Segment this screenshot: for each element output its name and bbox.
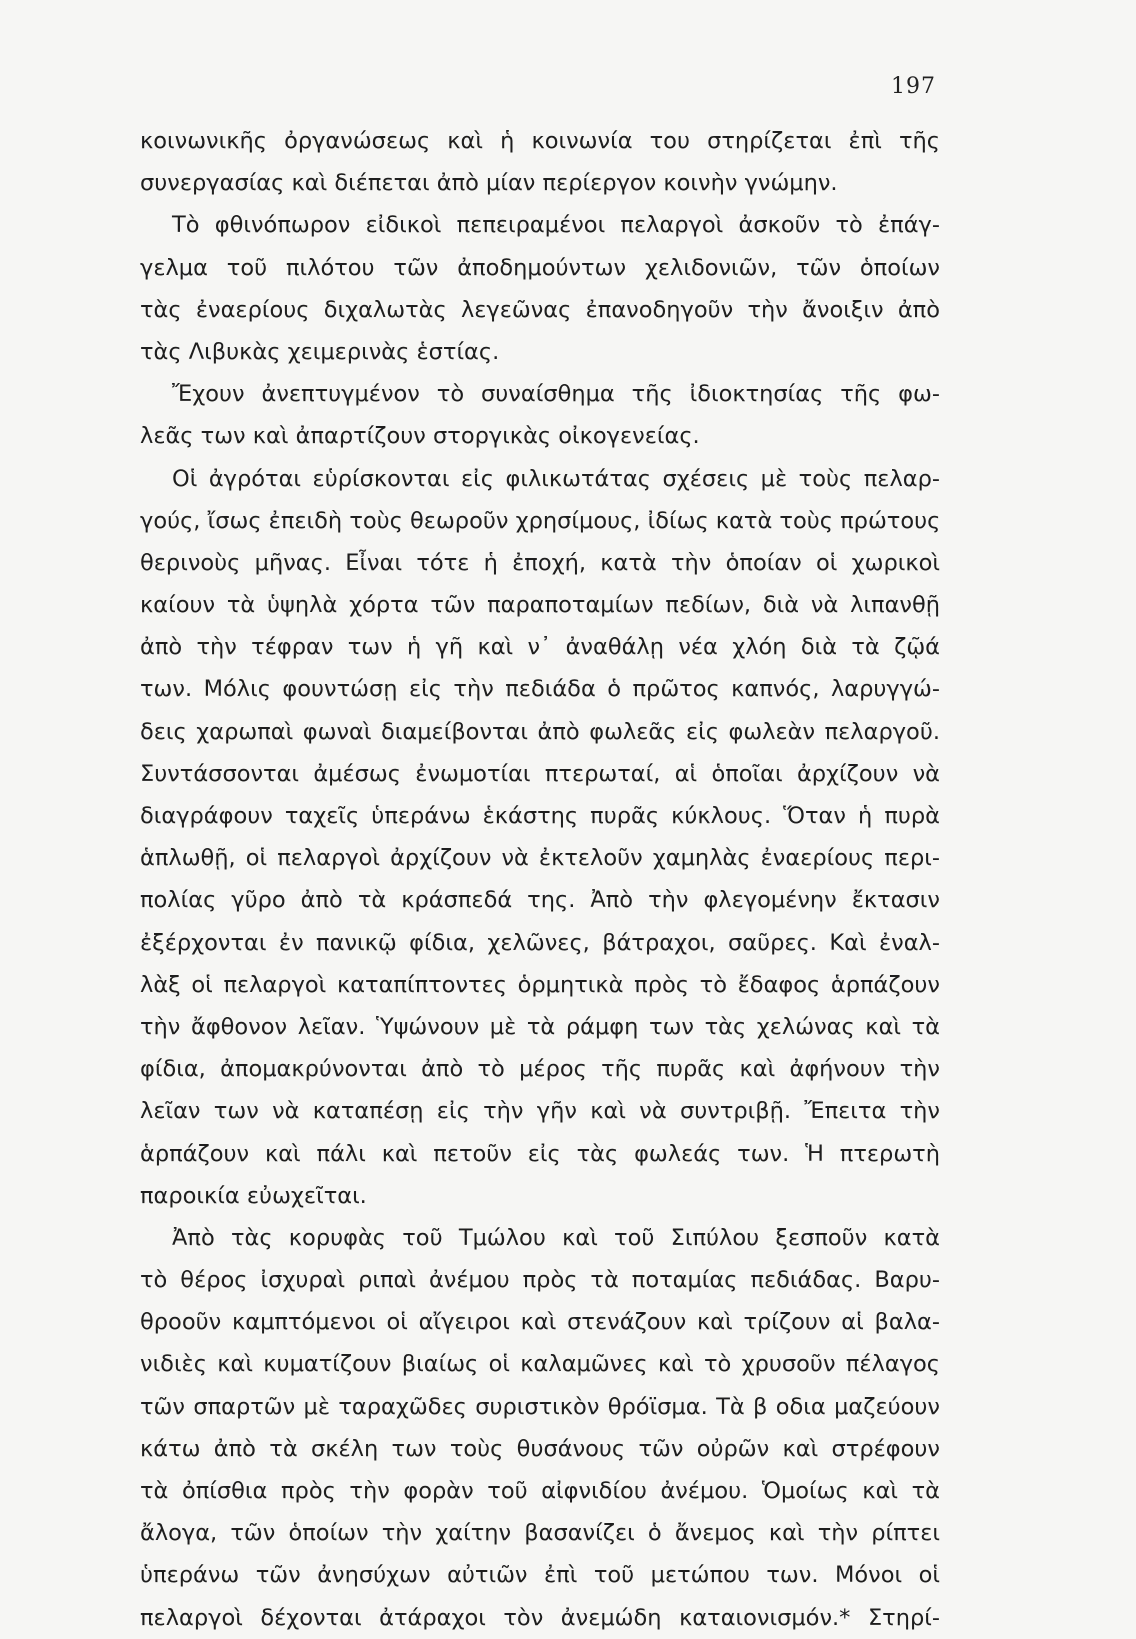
text-line: λεᾶς των καὶ ἀπαρτίζουν στοργικὰς οἰκογενείας.	[140, 423, 700, 450]
text-line: Τὸ φθινόπωρον εἰδικοὶ πεπειραμένοι πελαργοὶ ἀσκοῦν τὸ ἐπάγ-	[172, 212, 940, 239]
text-line: τὸ θέρος ἰσχυραὶ ριπαὶ ἀνέμου πρὸς τὰ ποταμίας πεδιάδας. Βαρυ-	[140, 1267, 940, 1294]
text-line: πολίας γῦρο ἀπὸ τὰ κράσπεδά της. Ἀπὸ τὴν φλεγομένην ἔκτασιν	[140, 887, 940, 914]
text-line: ἁπλωθῇ, οἱ πελαργοὶ ἀρχίζουν νὰ ἐκτελοῦν χαμηλὰς ἐναερίους περι-	[140, 845, 940, 872]
text-line: τὰ ὀπίσθια πρὸς τὴν φορὰν τοῦ αἰφνιδίου ἀνέμου. Ὁμοίως καὶ τὰ	[140, 1478, 940, 1504]
text-line: λεῖαν των νὰ καταπέσῃ εἰς τὴν γῆν καὶ νὰ συντριβῇ. Ἔπειτα τὴν	[140, 1098, 940, 1125]
text-line: ὑπεράνω τῶν ἀνησύχων αὐτιῶν ἐπὶ τοῦ μετώπου των. Μόνοι οἱ	[140, 1562, 940, 1589]
text-line: γούς, ἴσως ἐπειδὴ τοὺς θεωροῦν χρησίμους, ἰδίως κατὰ τοὺς πρώτους	[140, 507, 941, 534]
text-line: κάτω ἀπὸ τὰ σκέλη των τοὺς θυσάνους τῶν οὐρῶν καὶ στρέφουν	[140, 1435, 940, 1462]
text-line: συνεργασίας καὶ διέπεται ἀπὸ μίαν περίεργον κοινὴν γνώμην.	[140, 170, 838, 197]
text-line: τὴν ἄφθονον λεῖαν. Ὑψώνουν μὲ τὰ ράμφη των τὰς χελώνας καὶ τὰ	[140, 1013, 940, 1040]
text-line: λὰξ οἱ πελαργοὶ καταπίπτοντες ὁρμητικὰ πρὸς τὸ ἔδαφος ἁρπάζουν	[140, 971, 940, 998]
text-line: καίουν τὰ ὑψηλὰ χόρτα τῶν παραποταμίων πεδίων, διὰ νὰ λιπανθῇ	[140, 592, 940, 619]
text-line: γελμα τοῦ πιλότου τῶν ἀποδημούντων χελιδονιῶν, τῶν ὁποίων	[140, 254, 940, 281]
text-line: ἄλογα, τῶν ὁποίων τὴν χαίτην βασανίζει ὁ ἄνεμος καὶ τὴν ρίπτει	[140, 1520, 940, 1547]
text-line: Ἔχουν ἀνεπτυγμένον τὸ συναίσθημα τῆς ἰδιοκτησίας τῆς φω-	[172, 381, 940, 408]
text-line: διαγράφουν ταχεῖς ὑπεράνω ἑκάστης πυρᾶς κύκλους. Ὅταν ἡ πυρὰ	[140, 803, 940, 829]
body-text	[140, 120, 940, 1639]
text-line: θροοῦν καμπτόμενοι οἱ αἴγειροι καὶ στενάζουν καὶ τρίζουν αἱ βαλα-	[140, 1309, 940, 1336]
text-line: των. Μόλις φουντώσῃ εἰς τὴν πεδιάδα ὁ πρῶτος καπνός, λαρυγγώ-	[140, 676, 940, 703]
text-line: παροικία εὐωχεῖται.	[140, 1182, 367, 1209]
text-line: νιδιὲς καὶ κυματίζουν βιαίως οἱ καλαμῶνες καὶ τὸ χρυσοῦν πέλαγος	[140, 1351, 940, 1378]
text-line: φίδια, ἀπομακρύνονται ἀπὸ τὸ μέρος τῆς πυρᾶς καὶ ἀφήνουν τὴν	[140, 1056, 940, 1083]
text-line: ἀπὸ τὴν τέφραν των ἡ γῆ καὶ ν᾽ ἀναθάλῃ νέα χλόη διὰ τὰ ζῷά	[140, 634, 940, 661]
text-line: ἁρπάζουν καὶ πάλι καὶ πετοῦν εἰς τὰς φωλεάς των. Ἡ πτερωτὴ	[140, 1140, 940, 1167]
text-line: τὰς ἐναερίους διχαλωτὰς λεγεῶνας ἐπανοδηγοῦν τὴν ἄνοιξιν ἀπὸ	[140, 296, 940, 323]
text-line: Οἱ ἀγρόται εὑρίσκονται εἰς φιλικωτάτας σχέσεις μὲ τοὺς πελαρ-	[172, 465, 940, 492]
text-line: τῶν σπαρτῶν μὲ ταραχῶδες συριστικὸν θρόϊσμα. Τὰ β οδια μαζεύουν	[140, 1393, 940, 1420]
page-number: 197	[891, 74, 936, 99]
text-line: πελαργοὶ δέχονται ἀτάραχοι τὸν ἀνεμώδη καταιονισμόν.* Στηρί-	[140, 1604, 940, 1631]
text-line: Ἀπὸ τὰς κορυφὰς τοῦ Τμώλου καὶ τοῦ Σιπύλου ξεσποῦν κατὰ	[172, 1224, 940, 1251]
text-line: δεις χαρωπαὶ φωναὶ διαμείβονται ἀπὸ φωλεᾶς εἰς φωλεὰν πελαργοῦ.	[140, 718, 940, 745]
text-line: τὰς Λιβυκὰς χειμερινὰς ἑστίας.	[140, 338, 500, 365]
text-line: Συντάσσονται ἀμέσως ἐνωμοτίαι πτερωταί, αἱ ὁποῖαι ἀρχίζουν νὰ	[140, 760, 940, 787]
text-line: θερινοὺς μῆνας. Εἶναι τότε ἡ ἐποχή, κατὰ τὴν ὁποίαν οἱ χωρικοὶ	[140, 549, 940, 576]
text-line: ἐξέρχονται ἐν πανικῷ φίδια, χελῶνες, βάτραχοι, σαῦρες. Καὶ ἐναλ-	[140, 929, 940, 956]
text-line: κοινωνικῆς ὀργανώσεως καὶ ἡ κοινωνία του στηρίζεται ἐπὶ τῆς	[140, 128, 940, 154]
